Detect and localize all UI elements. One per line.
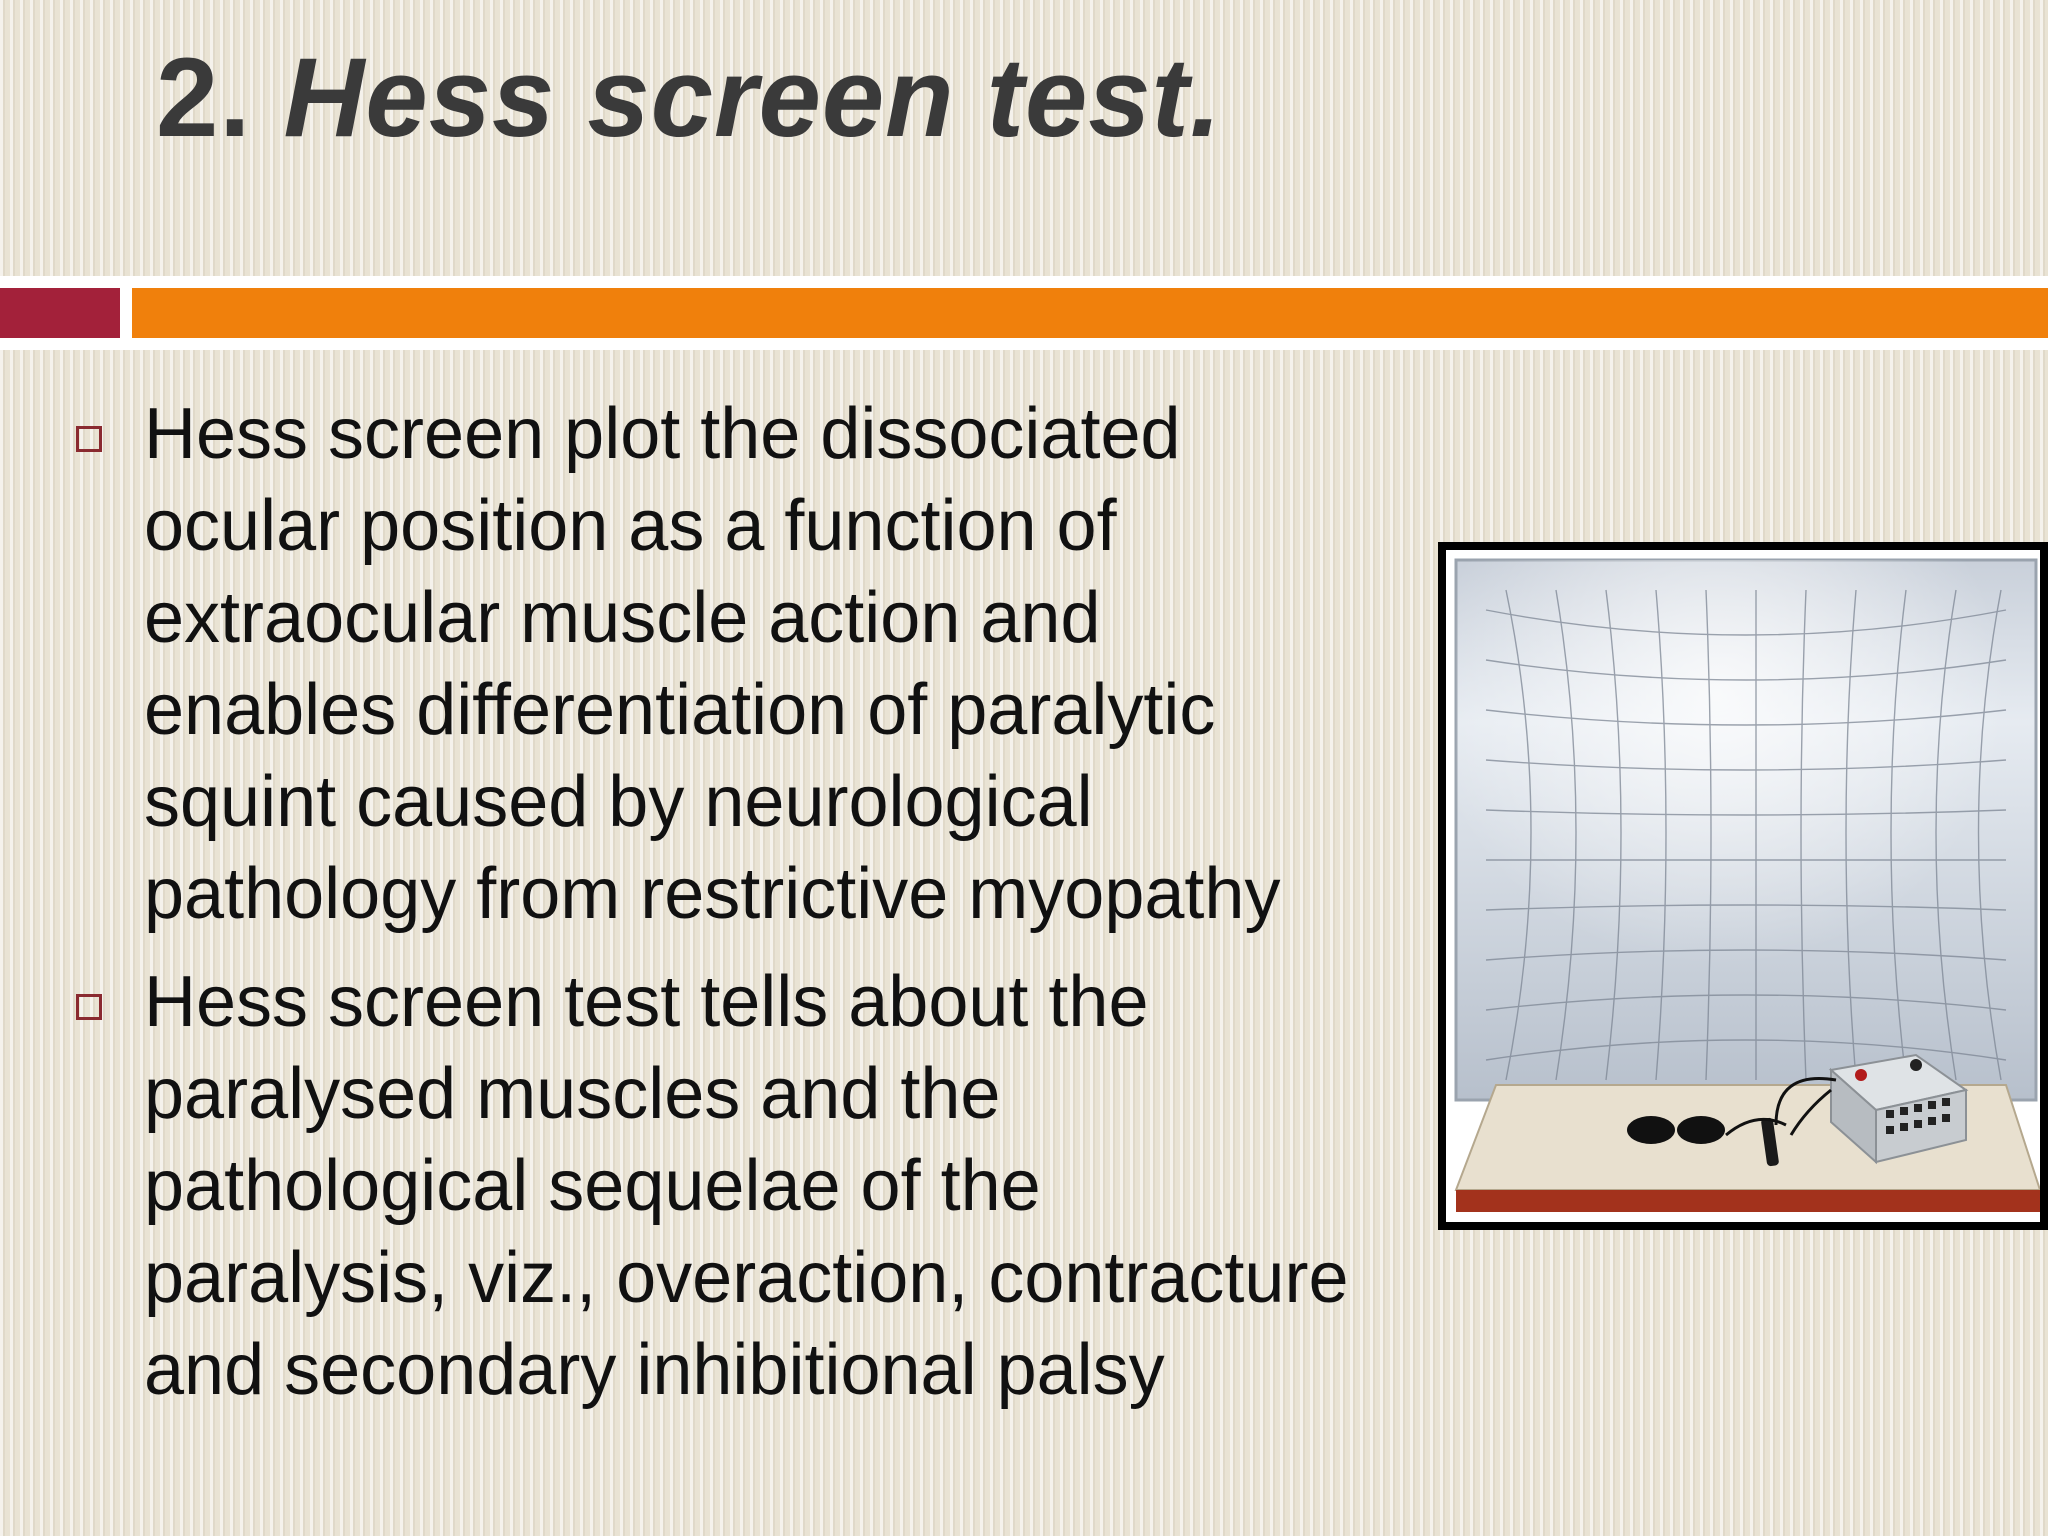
hess-screen-illustration xyxy=(1446,550,2040,1222)
title-text: Hess screen test. xyxy=(283,35,1222,160)
bullet-text: Hess screen plot the dissociated ocular position as a function of extraocular muscle action and enables differentiation of paralytic squint caused by neurological pathology from restrictive myopathy xyxy=(144,394,1281,934)
hollow-square-icon xyxy=(76,994,102,1020)
title-number: 2. xyxy=(156,35,252,160)
divider-accent-red xyxy=(0,288,120,338)
bullet-text: Hess screen test tells about the paralysed muscles and the pathological sequelae of the paralysis, viz., overaction, contracture and secondary inhibitional palsy xyxy=(144,962,1349,1410)
hess-screen-photo xyxy=(1438,542,2048,1230)
bullet-item xyxy=(70,388,1350,940)
slide-title xyxy=(156,36,1222,159)
hollow-square-icon xyxy=(76,426,102,452)
divider-accent-orange xyxy=(132,288,2048,338)
bullet-list xyxy=(70,388,1350,1432)
photo-image xyxy=(1446,550,2040,1222)
bullet-item xyxy=(70,956,1350,1416)
